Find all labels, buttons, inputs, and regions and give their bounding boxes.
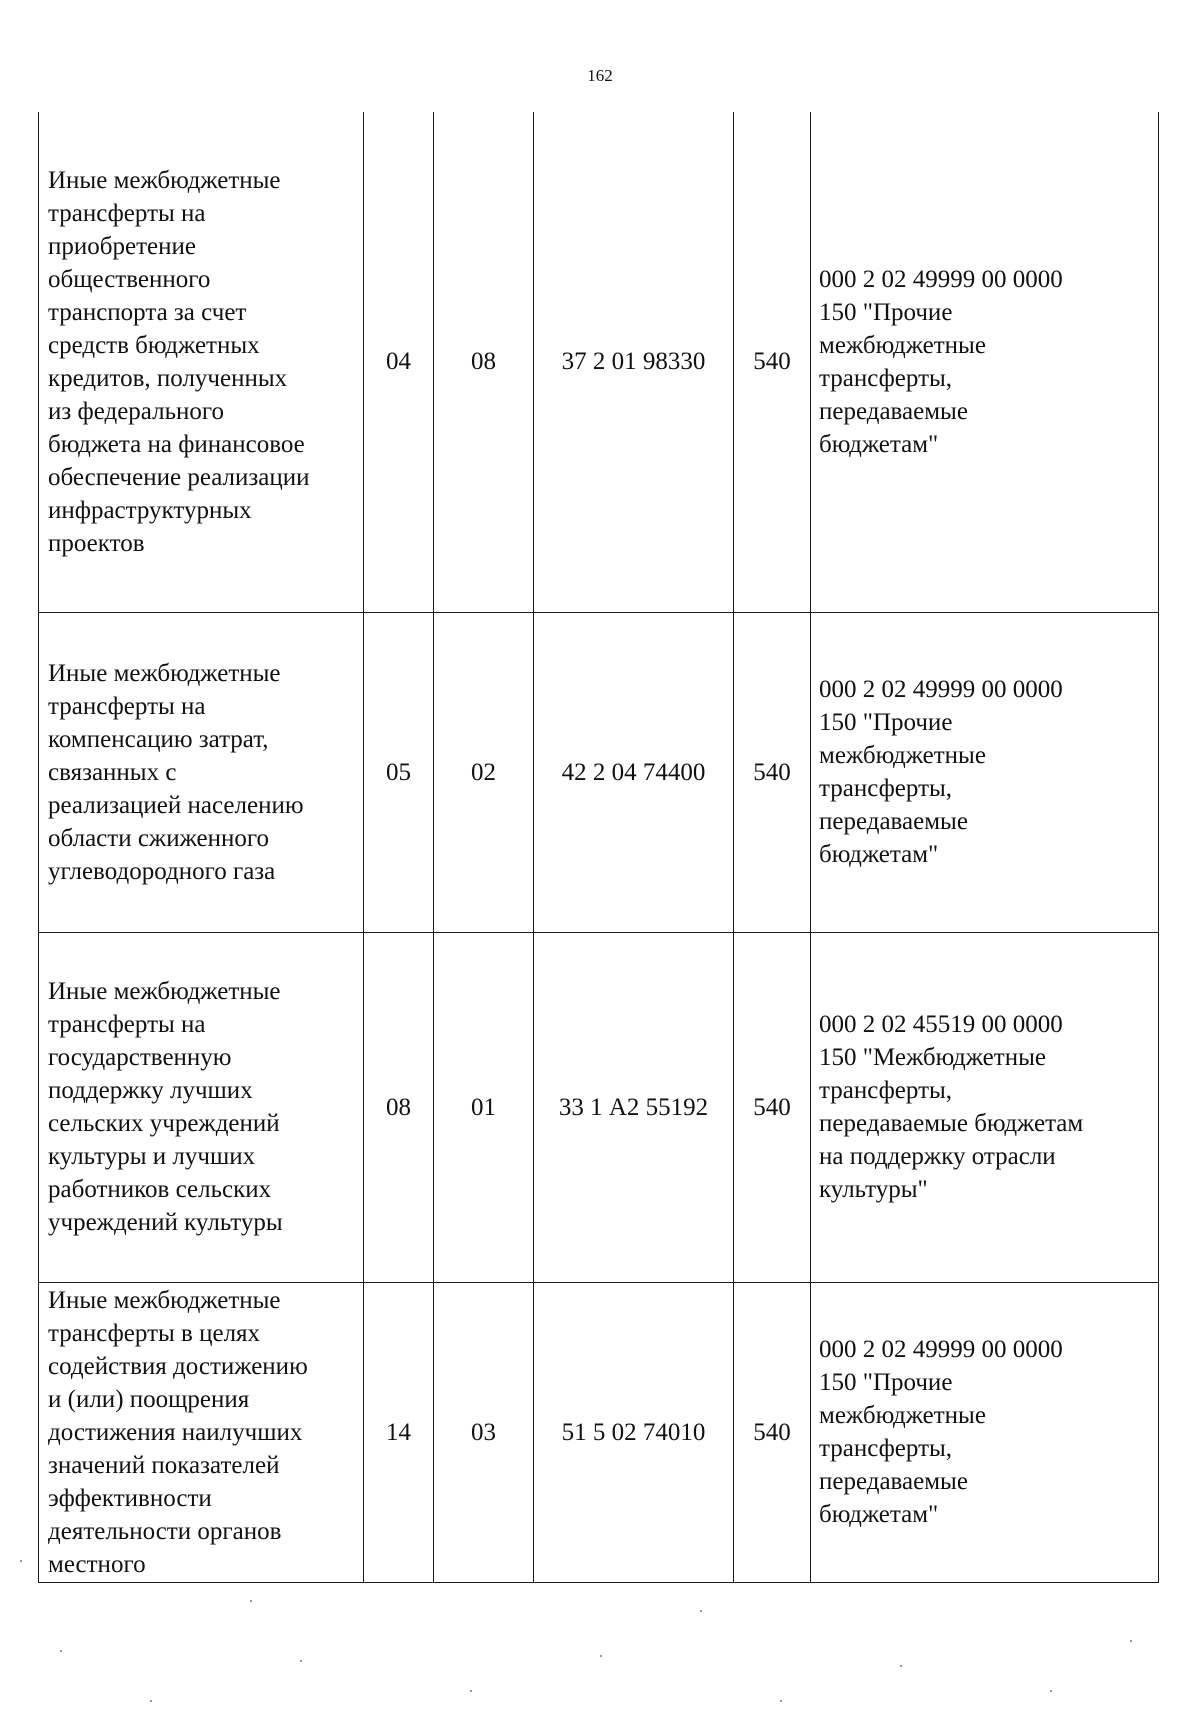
row-description: Иные межбюджетные трансферты на компенсацию затрат, связанных с реализацией населению области сжиженного углеводородного газа — [48, 659, 304, 885]
revenue-code: 000 2 02 45519 00 0000 150 "Межбюджетные трансферты, передаваемые бюджетам на поддержку отрасли культуры" — [819, 1011, 1084, 1203]
subsection-code: 02 — [434, 612, 534, 932]
section-code: 14 — [364, 1282, 434, 1582]
row-description-cell — [39, 1282, 364, 1582]
target-article-code: 42 2 04 74400 — [534, 612, 734, 932]
target-article-code: 51 5 02 74010 — [534, 1282, 734, 1582]
revenue-code: 000 2 02 49999 00 0000 150 "Прочие межбюджетные трансферты, передаваемые бюджетам" — [819, 265, 1063, 458]
revenue-code-cell — [811, 612, 1159, 932]
section-code: 04 — [364, 112, 434, 612]
expense-type-code: 540 — [734, 612, 811, 932]
row-description: Иные межбюджетные трансферты на государственную поддержку лучших сельских учреждений культуры и лучших работников сельских учреждений культуры — [48, 978, 283, 1236]
section-code: 05 — [364, 612, 434, 932]
row-description-cell — [39, 112, 364, 612]
revenue-code: 000 2 02 49999 00 0000 150 "Прочие межбюджетные трансферты, передаваемые бюджетам" — [819, 676, 1063, 868]
subsection-code: 03 — [434, 1282, 534, 1582]
revenue-code-cell — [811, 1282, 1159, 1582]
row-description-cell — [39, 612, 364, 932]
table-row — [39, 932, 1159, 1282]
subsection-code: 01 — [434, 932, 534, 1282]
expense-type-code: 540 — [734, 112, 811, 612]
row-description: Иные межбюджетные трансферты в целях содействия достижению и (или) поощрения достижения наилучших значений показателей эффективности деятельности органов местного — [48, 1286, 308, 1578]
budget-table — [38, 112, 1159, 1583]
section-code: 08 — [364, 932, 434, 1282]
revenue-code-cell — [811, 932, 1159, 1282]
revenue-code: 000 2 02 49999 00 0000 150 "Прочие межбюджетные трансферты, передаваемые бюджетам" — [819, 1336, 1063, 1528]
revenue-code-cell — [811, 112, 1159, 612]
expense-type-code: 540 — [734, 1282, 811, 1582]
target-article-code: 37 2 01 98330 — [534, 112, 734, 612]
table-row — [39, 612, 1159, 932]
row-description: Иные межбюджетные трансферты на приобретение общественного транспорта за счет средств бюджетных кредитов, полученных из федерального бюджета на финансовое обеспечение реализации инфраструктурных проектов — [48, 166, 310, 557]
expense-type-code: 540 — [734, 932, 811, 1282]
row-description-cell — [39, 932, 364, 1282]
target-article-code: 33 1 А2 55192 — [534, 932, 734, 1282]
subsection-code: 08 — [434, 112, 534, 612]
page-number: 162 — [587, 66, 613, 85]
table-row — [39, 112, 1159, 612]
table-row — [39, 1282, 1159, 1582]
